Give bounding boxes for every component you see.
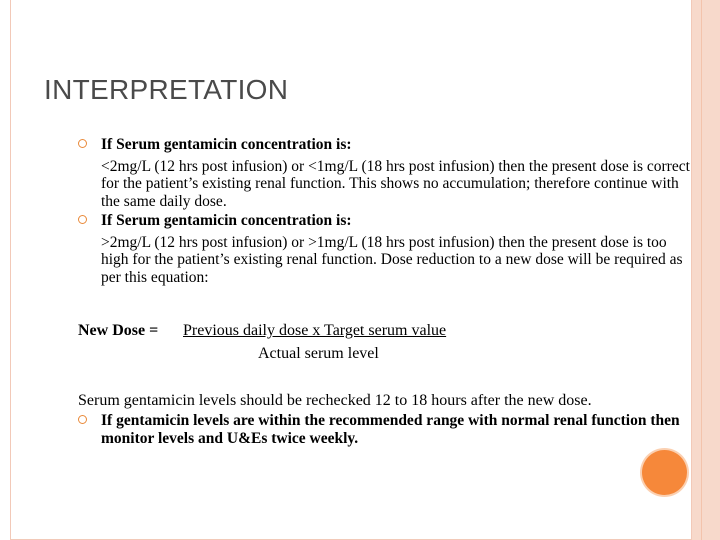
circle-bullet-icon — [78, 215, 87, 224]
slide-title: INTERPRETATION — [44, 74, 289, 105]
circle-bullet-icon — [78, 139, 87, 148]
bullet-body: <2mg/L (12 hrs post infusion) or <1mg/L (18 hrs post infusion) then the present dose is correct for the patient’s existing renal function. This shows no accumulation; therefore continue with the same daily dose. — [101, 157, 690, 210]
bullet-item — [78, 212, 690, 286]
equation-numerator: Previous daily dose x Target serum value — [183, 322, 447, 339]
recheck-section — [78, 392, 690, 447]
bullet-item — [78, 136, 690, 210]
bullet-heading: If Serum gentamicin concentration is: — [101, 212, 352, 229]
bullet-list — [78, 136, 690, 286]
decorative-side-stripe — [692, 0, 720, 540]
orange-circle-decoration — [642, 450, 687, 495]
dose-equation — [78, 322, 447, 362]
bullet-body: >2mg/L (12 hrs post infusion) or >1mg/L (18 hrs post infusion) then the present dose is too high for the patient’s existing renal function. Dose reduction to a new dose will be required as per this equation: — [101, 233, 683, 286]
bullet-item — [78, 412, 690, 447]
equation-denominator: Actual serum level — [258, 345, 379, 362]
monitoring-bullet-text: If gentamicin levels are within the recommended range with normal renal function then monitor levels and U&Es twice weekly. — [101, 412, 680, 447]
recheck-text: Serum gentamicin levels should be rechecked 12 to 18 hours after the new dose. — [78, 392, 592, 409]
circle-bullet-icon — [78, 415, 87, 424]
bullet-heading: If Serum gentamicin concentration is: — [101, 136, 352, 153]
equation-label: New Dose = — [78, 322, 159, 339]
